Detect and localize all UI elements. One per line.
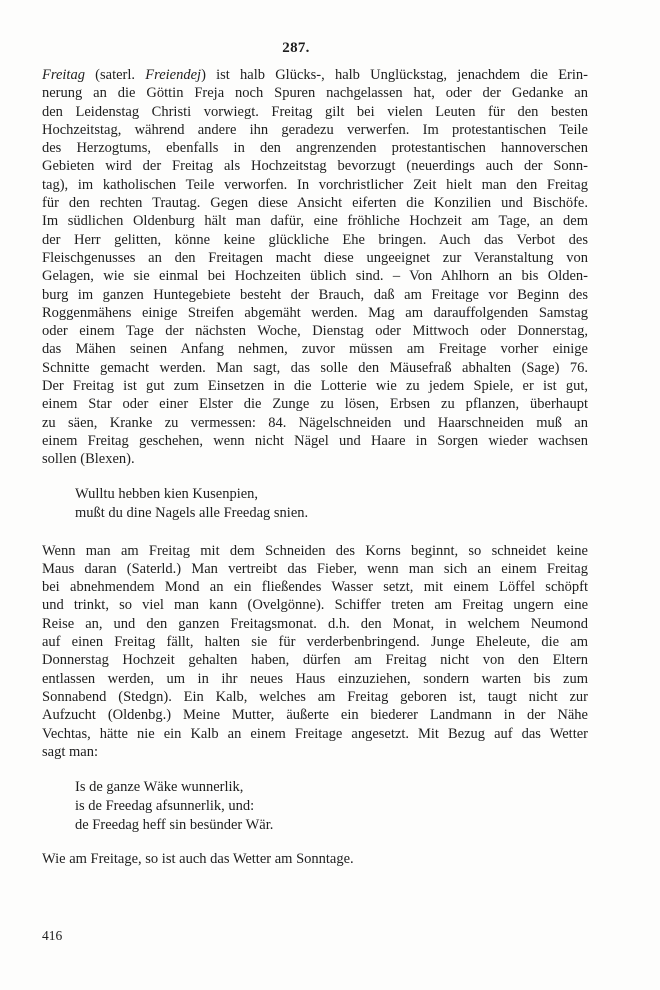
text-line: Gebieten wird der Freitag als Hochzeitstag bevorzugt (neuerdings auch der Sonn- <box>42 158 588 175</box>
italic-term-freiendej: Freiendej <box>145 67 202 83</box>
verse-line: Is de ganze Wäke wunnerlik, <box>75 779 244 796</box>
verse-line: Wulltu hebben kien Kusenpien, <box>75 485 259 502</box>
paragraph-freitag-intro <box>42 66 588 469</box>
text-line: einem Freitag geschehen, wenn nicht Nägel und Haare in Sorgen wieder wachsen <box>42 432 588 449</box>
text-line: Schnitte gemacht werden. Man sagt, das solle den Mäusefraß abhalten (Sage) 76. <box>42 359 588 376</box>
text-line: einem Star oder einer Elster die Zunge zu lösen, Erbsen zu pflanzen, überhaupt <box>42 396 588 413</box>
closing-line: Wie am Freitage, so ist auch das Wetter am Sonntage. <box>42 851 354 868</box>
text-line-mixed-italic <box>42 66 588 84</box>
text-line: das Mähen seinen Anfang nehmen, zuvor müssen am Freitage vorher einige <box>42 341 588 358</box>
text-fragment: (saterl. <box>84 67 146 83</box>
paragraph-2-lines <box>42 542 588 743</box>
verse-line: is de Freedag afsunnerlik, und: <box>75 798 255 815</box>
paragraph-1-last-line: sollen (Blexen). <box>42 451 135 468</box>
text-line: Im südlichen Oldenburg hält man dafür, eine fröhliche Hochzeit am Tage, an dem <box>42 213 588 230</box>
text-line: Hochzeitstag, während andere ihn geradezu verwerfen. Im protestantischen Teile <box>42 121 588 138</box>
text-line: tag), im katholischen Teile verworfen. In vorchristlicher Zeit hielt man den Freitag <box>42 176 588 193</box>
text-line: Fleischgenusses an den Freitagen macht diese ungeeignet zur Veranstaltung von <box>42 249 588 266</box>
text-line: für den rechten Trautag. Gegen diese Ansicht eiferten die Konzilien und Bischöfe. <box>42 195 588 212</box>
paragraph-2-last-line: sagt man: <box>42 743 98 760</box>
section-number-heading: 287. <box>282 40 310 56</box>
text-fragment: ) ist halb Glücks-, halb Unglückstag, jenachdem die Erin- <box>201 67 588 83</box>
text-line: burg im ganzen Huntegebiete besteht der Brauch, daß am Freitage vor Beginn des <box>42 286 588 303</box>
text-line: Maus daran (Saterld.) Man vertreibt das Fieber, wenn man sich an einem Freitag <box>42 560 588 577</box>
text-line: zu säen, Kranke zu vermessen: 84. Nägelschneiden und Haarschneiden muß an <box>42 414 588 431</box>
text-line: Vechtas, hätte nie ein Kalb an einem Freitage angesetzt. Mit Bezug auf das Wetter <box>42 725 588 742</box>
verse-line: de Freedag heff sin besünder Wär. <box>75 817 274 834</box>
verse-1-lines <box>42 485 588 523</box>
text-line: Roggenmähens einige Streifen abgemäht werden. Mag am darauffolgenden Samstag <box>42 304 588 321</box>
text-line: bei abnehmendem Mond an ein fließendes Wasser setzt, mit einem Löffel schöpft <box>42 579 588 596</box>
paragraph-1-lines <box>42 84 588 450</box>
verse-nail-cutting <box>42 485 588 523</box>
text-line: und trinkt, so viel man kann (Ovelgönne). Schiffer treten am Freitag ungern eine <box>42 597 588 614</box>
text-line: Donnerstag Hochzeit gehalten haben, dürfen am Freitag nicht von den Eltern <box>42 652 588 669</box>
text-line: auf einen Freitag fällt, halten sie für verderbenbringend. Junge Eheleute, die am <box>42 634 588 651</box>
text-line: entlassen werden, um in ihr neues Haus einzuziehen, sondern warten bis zum <box>42 670 588 687</box>
italic-term-freitag: Freitag <box>42 67 85 83</box>
text-line: oder einem Tage der nächsten Woche, Dienstag oder Mittwoch oder Donnerstag, <box>42 323 588 340</box>
text-line: den Leidenstag Christi vorwiegt. Freitag gilt bei vielen Leuten für den besten <box>42 103 588 120</box>
verse-line: mußt du dine Nagels alle Freedag snien. <box>75 504 309 521</box>
text-line: Aufzucht (Oldenbg.) Meine Mutter, äußerte ein biederer Landmann in der Nähe <box>42 707 588 724</box>
verse-weather <box>42 778 588 835</box>
text-line: der Herr gelitten, könne keine glückliche Ehe bringen. Auch das Verbot des <box>42 231 588 248</box>
text-column <box>42 39 588 868</box>
page-number: 416 <box>42 928 63 943</box>
text-line: Wenn man am Freitag mit dem Schneiden des Korns beginnt, so schneidet keine <box>42 542 588 559</box>
text-line: Gelagen, wie sie einmal bei Hochzeiten üblich sind. – Von Ahlhorn an bis Olden- <box>42 268 588 285</box>
paragraph-freitag-customs <box>42 542 588 762</box>
text-line: des Herzogtums, ebenfalls in den angrenzenden protestantischen hannoverschen <box>42 140 588 157</box>
text-line: Der Freitag ist gut zum Einsetzen in die Lotterie wie zu jedem Spiele, er ist gut, <box>42 378 588 395</box>
text-line: Reise an, und den ganzen Freitagsmonat. d.h. den Monat, in welchem Neumond <box>42 615 588 632</box>
text-line: Sonnabend (Stedgn). Ein Kalb, welches am Freitag geboren ist, taugt nicht zur <box>42 688 588 705</box>
text-line: nerung an die Göttin Freja noch Spuren nachgelassen hat, oder der Gedanke an <box>42 85 588 102</box>
verse-2-lines <box>42 778 588 835</box>
